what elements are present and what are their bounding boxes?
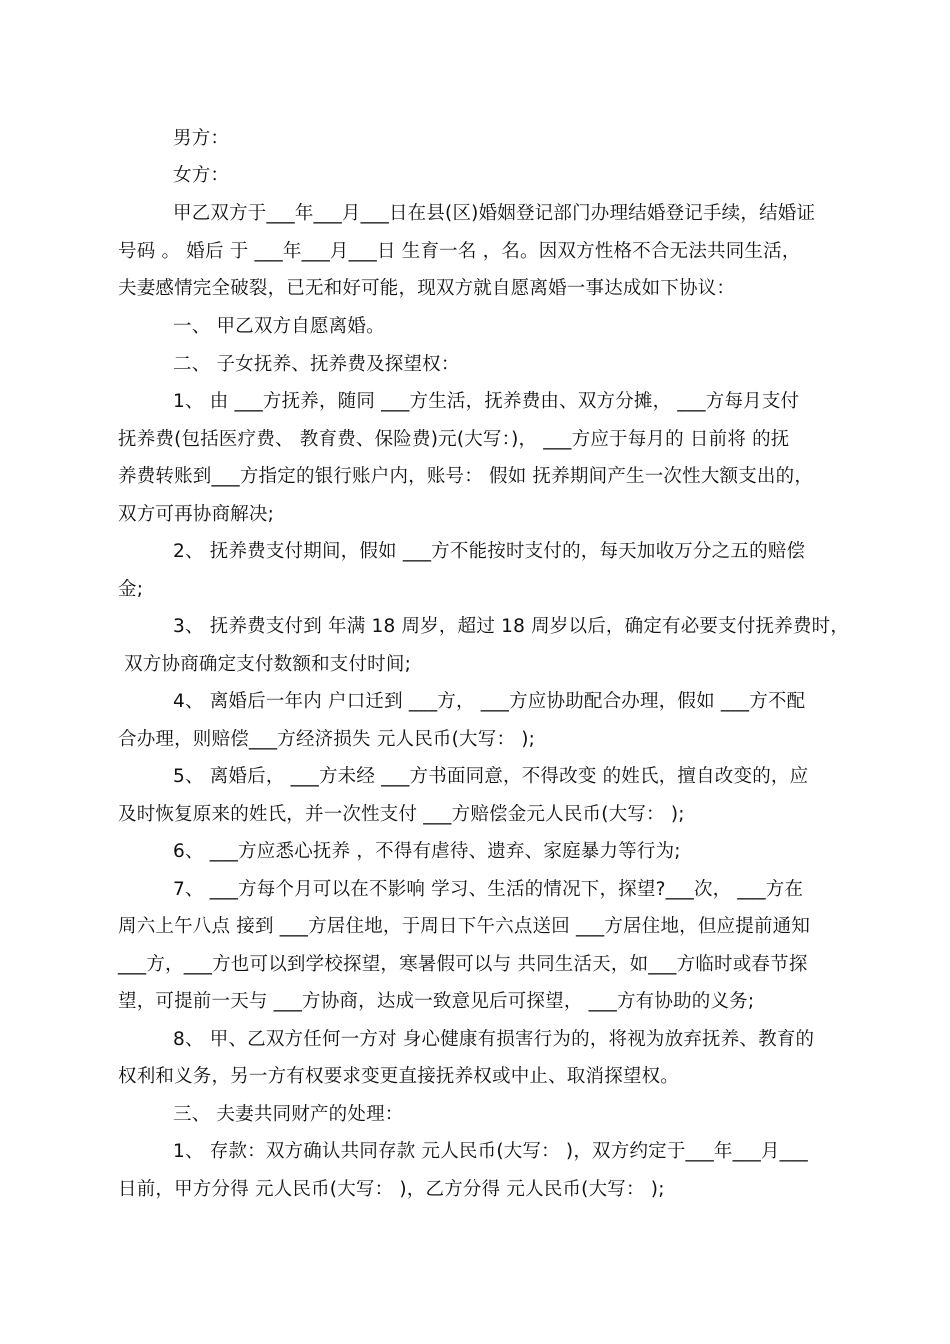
doc-line: 双方协商确定支付数额和支付时间; <box>118 654 412 675</box>
section-heading: 一、 甲乙双方自愿离婚。 <box>173 316 385 337</box>
doc-line: 6、 ___方应悉心抚养 ，不得有虐待、遗弃、家庭暴力等行为; <box>173 841 681 862</box>
doc-line: 双方可再协商解决; <box>118 504 275 525</box>
doc-line: 7、 ___方每个月可以在不影响 学习、生活的情况下，探望?___次， ___方在 <box>173 879 804 900</box>
doc-line-male: 男方： <box>173 128 230 149</box>
doc-line: ___方，___方也可以到学校探望，寒暑假可以与 共同生活天，如___方临时或春节探 <box>118 954 808 975</box>
doc-line: 日前，甲方分得 元人民币(大写： )，乙方分得 元人民币(大写： ); <box>118 1179 665 1200</box>
doc-line: 4、 离婚后一年内 户口迁到 ___方， ___方应协助配合办理，假如 ___方不配 <box>173 691 806 712</box>
doc-line: 权利和义务，另一方有权要求变更直接抚养权或中止、取消探望权。 <box>118 1066 680 1087</box>
doc-line: 1、 存款：双方确认共同存款 元人民币(大写： )，双方约定于___年___月___ <box>173 1141 808 1162</box>
doc-line: 养费转账到___方指定的银行账户内，账号： 假如 抚养期间产生一次性大额支出的， <box>118 466 814 487</box>
doc-line-female: 女方： <box>173 165 230 186</box>
doc-line: 5、 离婚后， ___方未经 ___方书面同意，不得改变 的姓氏，擅自改变的，应 <box>173 766 809 787</box>
doc-line: 8、 甲、乙双方任何一方对 身心健康有损害行为的，将视为放弃抚养、教育的 <box>173 1029 815 1050</box>
doc-line: 望，可提前一天与 ___方协商，达成一致意见后可探望， ___方有协助的义务; <box>118 991 755 1012</box>
doc-line: 抚养费(包括医疗费、 教育费、保险费)元(大写：)， ___方应于每月的 日前将 的抚 <box>118 429 790 450</box>
section-heading: 三、 夫妻共同财产的处理： <box>173 1104 404 1125</box>
doc-line: 甲乙双方于___年___月___日在县(区)婚姻登记部门办理结婚登记手续，结婚证 <box>173 203 816 224</box>
doc-line: 号码 。 婚后 于 ___年___月___日 生育一名 ，名。因双方性格不合无法共同生活， <box>118 241 801 262</box>
doc-line: 夫妻感情完全破裂，已无和好可能，现双方就自愿离婚一事达成如下协议： <box>118 278 736 299</box>
section-heading: 二、 子女抚养、抚养费及探望权： <box>173 354 460 375</box>
doc-line: 周六上午八点 接到 ___方居住地，于周日下午六点送回 ___方居住地，但应提前通知 <box>118 916 811 937</box>
doc-line: 及时恢复原来的姓氏，并一次性支付 ___方赔偿金元人民币(大写： ); <box>118 804 685 825</box>
doc-line: 2、 抚养费支付期间，假如 ___方不能按时支付的，每天加收万分之五的赔偿 <box>173 541 806 562</box>
doc-line: 1、 由 ___方抚养，随同 ___方生活，抚养费由、双方分摊， ___方每月支付 <box>173 391 800 412</box>
doc-line: 金; <box>118 579 144 600</box>
doc-line: 合办理，则赔偿___方经济损失 元人民币(大写： ); <box>118 729 536 750</box>
doc-line: 3、 抚养费支付到 年满 18 周岁，超过 18 周岁以后，确定有必要支付抚养费时， <box>173 616 850 637</box>
